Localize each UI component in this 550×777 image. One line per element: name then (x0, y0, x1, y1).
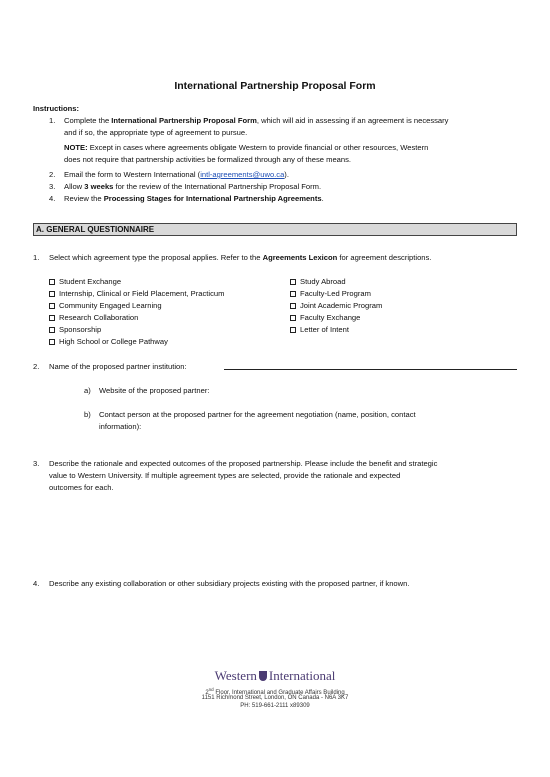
checkbox-icon[interactable] (49, 315, 55, 321)
question-3-line1: Describe the rationale and expected outcomes of the proposed partnership. Please include the benefit and strategic (49, 459, 438, 468)
footer-floor-number: 2 (205, 690, 209, 696)
question-2b-line2: information): (99, 422, 142, 431)
checkbox-icon[interactable] (290, 315, 296, 321)
question-3-number: 3. (33, 459, 40, 468)
instruction-1-text: Complete the (64, 116, 112, 125)
checkbox-icon[interactable] (49, 327, 55, 333)
question-2-text: Name of the proposed partner institution: (49, 362, 187, 371)
question-1-text-end: for agreement descriptions. (337, 253, 432, 262)
option-label: Internship, Clinical or Field Placement, Practicum (59, 289, 225, 298)
option-student-exchange[interactable] (49, 277, 121, 287)
option-letter-of-intent[interactable] (290, 325, 349, 335)
option-label: Research Collaboration (59, 313, 139, 322)
option-internship[interactable] (49, 289, 224, 299)
question-3-line3: outcomes for each. (49, 483, 114, 492)
question-2a-label: a) (84, 386, 91, 395)
instruction-4-bold: Processing Stages for International Partnership Agreements (103, 194, 322, 203)
partner-institution-line[interactable] (224, 369, 517, 370)
option-research-collaboration[interactable] (49, 313, 138, 323)
option-faculty-exchange[interactable] (290, 313, 360, 323)
checkbox-icon[interactable] (49, 339, 55, 345)
option-label: Study Abroad (300, 277, 346, 286)
logo-international: International (268, 668, 336, 683)
option-study-abroad[interactable] (290, 277, 346, 287)
question-4-number: 4. (33, 579, 40, 588)
option-label: Faculty Exchange (300, 313, 361, 322)
question-1-text: Select which agreement type the proposal applies. Refer to the (49, 253, 263, 262)
question-2a-text: Website of the proposed partner: (99, 386, 210, 395)
footer-floor-suffix: nd (208, 687, 214, 692)
question-2b-label: b) (84, 410, 91, 419)
question-2-number: 2. (33, 362, 40, 371)
note-text: Except in cases where agreements obligate Western to provide financial or other resources, Western (87, 143, 429, 152)
option-label: Joint Academic Program (300, 301, 383, 310)
question-1 (49, 252, 524, 264)
question-1-number: 1. (33, 253, 40, 262)
option-faculty-led-program[interactable] (290, 289, 371, 299)
checkbox-icon[interactable] (49, 303, 55, 309)
instruction-1-bold: International Partnership Proposal Form (111, 116, 257, 125)
instruction-1-text-end: , which will aid in assessing if an agreement is necessary (256, 116, 449, 125)
instruction-4 (64, 193, 324, 205)
question-1-bold: Agreements Lexicon (262, 253, 338, 262)
checkbox-icon[interactable] (290, 291, 296, 297)
option-sponsorship[interactable] (49, 325, 101, 335)
note-label: NOTE: (64, 143, 88, 152)
option-label: Community Engaged Learning (59, 301, 162, 310)
option-high-school-pathway[interactable] (49, 337, 168, 347)
footer-building: Floor, International and Graduate Affairs Building (213, 690, 345, 696)
instruction-3-number: 3. (49, 182, 56, 191)
instruction-4-text: Review the (64, 194, 104, 203)
option-joint-academic-program[interactable] (290, 301, 382, 311)
option-community-engaged-learning[interactable] (49, 301, 162, 311)
checkbox-icon[interactable] (49, 279, 55, 285)
logo-western: Western (214, 668, 257, 683)
instruction-2-text-end: ). (284, 170, 289, 179)
instruction-note (64, 142, 524, 154)
option-label: Sponsorship (59, 325, 102, 334)
checkbox-icon[interactable] (49, 291, 55, 297)
instruction-4-text-end: . (321, 194, 324, 203)
instruction-1-line2: and if so, the appropriate type of agreement to pursue. (64, 128, 248, 137)
instruction-2-number: 2. (49, 170, 56, 179)
footer-address-line2: 1151 Richmond Street, London, ON Canada - N6A 3K7 (201, 695, 349, 701)
checkbox-icon[interactable] (290, 327, 296, 333)
section-a-header: A. GENERAL QUESTIONNAIRE (33, 223, 517, 236)
instruction-1 (64, 115, 524, 127)
form-title: International Partnership Proposal Form (174, 80, 376, 92)
option-label: Faculty-Led Program (300, 289, 371, 298)
question-3-line2: value to Western University. If multiple agreement types are selected, provide the rationale and expected (49, 471, 401, 480)
question-2b-text: Contact person at the proposed partner for the agreement negotiation (name, position, contact (99, 410, 416, 419)
instruction-4-number: 4. (49, 194, 56, 203)
instruction-1-number: 1. (49, 116, 56, 125)
checkbox-icon[interactable] (290, 279, 296, 285)
note-line2: does not require that partnership activities be formalized through any of these means. (64, 155, 352, 164)
footer-phone: PH: 519-661-2111 x89309 (240, 703, 310, 709)
western-international-logo (0, 668, 550, 684)
question-4-text: Describe any existing collaboration or other subsidiary projects existing with the proposed partner, if known. (49, 579, 410, 588)
instruction-2 (64, 169, 289, 181)
instruction-3-text: Allow (64, 182, 85, 191)
instructions-heading: Instructions: (33, 104, 79, 113)
option-label: Letter of Intent (300, 325, 349, 334)
checkbox-icon[interactable] (290, 303, 296, 309)
instruction-2-text: Email the form to Western International ( (64, 170, 201, 179)
option-label: Student Exchange (59, 277, 122, 286)
email-link[interactable]: intl-agreements@uwo.ca (200, 170, 285, 179)
instruction-3 (64, 181, 321, 193)
option-label: High School or College Pathway (59, 337, 168, 346)
instruction-3-text-end: for the review of the International Partnership Proposal Form. (113, 182, 322, 191)
instruction-3-bold: 3 weeks (84, 182, 114, 191)
shield-icon (259, 671, 267, 681)
